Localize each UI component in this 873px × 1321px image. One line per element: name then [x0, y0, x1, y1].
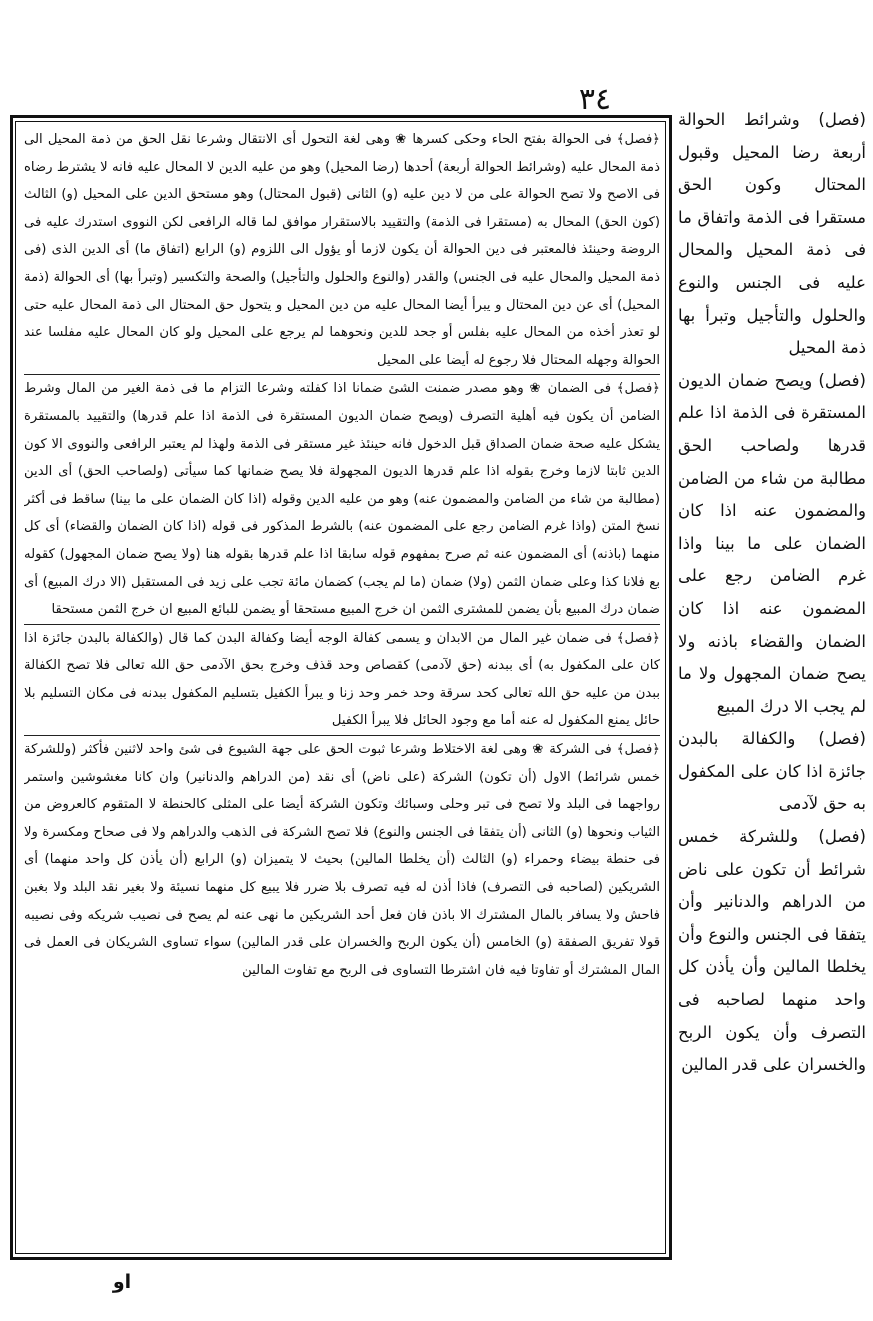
margin-block-kafala: (فصل) والكفالة بالبدن جائزة اذا كان على المكفول به حق لآدمى — [678, 729, 866, 814]
margin-block-daman: (فصل) ويصح ضمان الديون المستقرة فى الذمة اذا علم قدرها ولصاحب الحق مطالبة من شاء من الضامن والمضمون عنه اذا كان الضمان على ما بينا واذا غرم الضامن رجع على المضمون عنه اذا كان الضمان والقضاء باذنه ولا يصح ضمان المجهول ولا ما لم يجب الا درك المبيع — [678, 370, 866, 716]
commentary-text-block — [24, 126, 660, 1248]
margin-matn-text — [678, 104, 866, 1264]
section-shirka: ﴿فصل﴾ فى الشركة ❀ وهى لغة الاختلاط وشرعا ثبوت الحق على جهة الشيوع فى شئ واحد لاثنين فأكثر (وللشركة خمس شرائط) الاول (أن تكون) الشركة (على ناض) أى نقد (من الدراهم والدنانير) وان كانا مغشوشين واستمر رواجهما فى البلد ولا تصح فى تبر وحلى وسبائك وتكون الشركة أيضا على المثلى كالحنطة لا المتقوم كالعروض من الثياب ونحوها (و) الثانى (أن يتفقا فى الجنس والنوع) فلا تصح الشركة فى الذهب والدراهم ولا فى صحاح ومكسرة ولا فى حنطة بيضاء وحمراء (و) الثالث (أن يخلطا المالين) بحيث لا يتميزان (و) الرابع (أن يأذن كل واحد منهما) أى الشريكين (لصاحبه فى التصرف) فاذا أذن له فيه تصرف بلا ضرر فلا يبيع كل منهما نسيئة ولا بغير نقد البلد ولا بغبن فاحش ولا يسافر بالمال المشترك الا باذن فان فعل أحد الشريكين ما نهى عنه لم يصح فى نصيب شريكه وفى نصيبه قولا تفريق الصفقة (و) الخامس (أن يكون الربح والخسران على قدر المالين) سواء تساوى الشريكان فى العمل فى المال المشترك أو تفاوتا فيه فان اشترطا التساوى فى الربح مع تفاوت المالين — [24, 735, 660, 984]
margin-block-hawala: (فصل) وشرائط الحوالة أربعة رضا المحيل وقبول المحتال وكون الحق مستقرا فى الذمة واتفاق ما فى ذمة المحيل والمحال عليه فى الجنس والنوع والحلول والتأجيل وتبرأ بها ذمة المحيل — [678, 110, 866, 358]
section-kafala: ﴿فصل﴾ فى ضمان غير المال من الابدان و يسمى كفالة الوجه أيضا وكفالة البدن كما قال (والكفالة بالبدن جائزة اذا كان على المكفول به) أى ببدنه (حق لآدمى) كقصاص وحد قذف وخرج بحق الآدمى حق الله تعالى فلا تصح الكفالة ببدن من عليه حق الله تعالى كحد سرقة وحد خمر وحد زنا و يبرأ الكفيل بتسليم المكفول ببدنه فى مكان التسليم بلا حائل يمنع المكفول له عنه أما مع وجود الحائل فلا يبرأ الكفيل — [24, 624, 660, 735]
section-hawala: ﴿فصل﴾ فى الحوالة بفتح الحاء وحكى كسرها ❀ وهى لغة التحول أى الانتقال وشرعا نقل الحق من ذمة المحيل الى ذمة المحال عليه (وشرائط الحوالة أربعة) أحدها (رضا المحيل) وهو من عليه الدين لا المحال عليه فانه لا يشترط رضاه فى الاصح ولا تصح الحوالة على من لا دين عليه (و) الثانى (قبول المحتال) وهو مستحق الدين على المحيل (و) الثالث (كون الحق) المحال به (مستقرا فى الذمة) والتقييد بالاستقرار موافق لما قاله الرافعى لكن النووى استدرك عليه فى الروضة وحينئذ فالمعتبر فى دين الحوالة أن يكون لازما أو يؤول الى اللزوم (و) الرابع (اتفاق ما) أى الدين الذى (فى ذمة المحيل والمحال عليه فى الجنس) والقدر (والنوع والحلول والتأجيل) والصحة والتكسير (وتبرأ بها) أى الحوالة (ذمة المحيل) أى عن دين المحتال و يبرأ أيضا المحال عليه من دين المحيل و يتحول حق المحتال الى ذمة المحال عليه حتى لو تعذر أخذه من المحال عليه بفلس أو جحد للدين ونحوهما لم يرجع على المحيل ولو كان المحال عليه مفلسا عند الحوالة وجهله المحتال فلا رجوع له أيضا على المحيل — [24, 132, 660, 368]
catchword: او — [112, 1271, 132, 1293]
page-number: ٣٤ — [578, 82, 612, 117]
section-daman: ﴿فصل﴾ فى الضمان ❀ وهو مصدر ضمنت الشئ ضمانا اذا كفلته وشرعا التزام ما فى ذمة الغير من المال وشرط الضامن أن يكون فيه أهلية التصرف (ويصح ضمان الديون المستقرة فى الذمة اذا علم قدرها) والتقييد بالمستقرة يشكل عليه صحة ضمان الصداق قبل الدخول فانه حينئذ غير مستقر فى الذمة ولهذا لم يعتبر الرافعى والنووى الا كون الدين ثابتا لازما وخرج بقوله اذا علم قدرها الديون المجهولة فلا يصح ضمانها كما سيأتى (ولصاحب الحق) أى الدين (مطالبة من شاء من الضامن والمضمون عنه) وهو من عليه الدين وقوله (اذا كان الضمان على ما بينا) ساقط فى أكثر نسخ المتن (واذا غرم الضامن رجع على المضمون عنه) بالشرط المذكور فى قوله (اذا كان الضمان والقضاء) أى كل منهما (باذنه) أى المضمون عنه ثم صرح بمفهوم قوله سابقا اذا علم قدرها بقوله هنا (ولا يصح ضمان المجهول) كقوله بع فلانا كذا وعلى ضمان الثمن (ولا) ضمان (ما لم يجب) كضمان مائة تجب على زيد فى المستقبل (الا درك المبيع) أى ضمان درك المبيع بأن يضمن للمشترى الثمن ان خرج المبيع مستحقا أو يضمن للبائع المبيع ان خرج الثمن مستحقا — [24, 374, 660, 623]
margin-block-shirka: (فصل) وللشركة خمس شرائط أن تكون على ناض من الدراهم والدنانير وأن يتفقا فى الجنس والنوع وأن يخلطا المالين وأن يأذن كل واحد منهما لصاحبه فى التصرف وأن يكون الربح والخسران على قدر المالين — [678, 827, 866, 1075]
